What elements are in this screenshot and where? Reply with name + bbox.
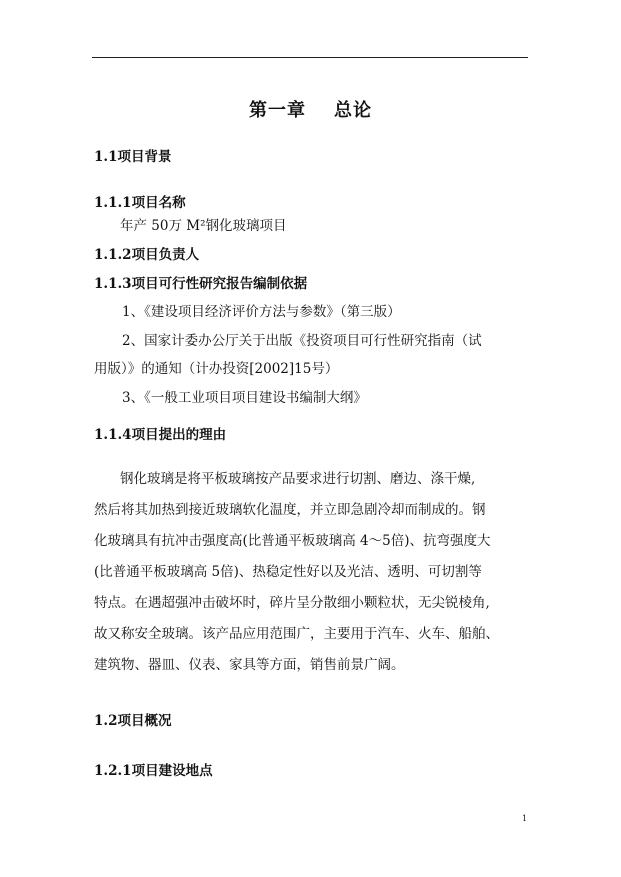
reason-line: 故又称安全玻璃。该产品应用范围广，主要用于汽车、火车、船舶、 bbox=[94, 626, 499, 642]
reason-line: (比普通平板玻璃高 5倍)、热稳定性好以及光洁、透明、可切割等 bbox=[94, 564, 482, 580]
section-1-1-4-heading: 1.1.4项目提出的理由 bbox=[94, 427, 227, 443]
section-1-1-heading: 1.1项目背景 bbox=[94, 149, 172, 165]
reason-line: 然后将其加热到接近玻璃软化温度，并立即急剧冷却而制成的。钢 bbox=[94, 502, 486, 518]
basis-item-2-line-2: 用版）》的通知（计办投资[2002]15号） bbox=[94, 361, 339, 377]
chapter-number: 第一章 bbox=[249, 100, 306, 121]
basis-item-3: 3、《一般工业项目项目建设书编制大纲》 bbox=[122, 390, 367, 406]
page-number: 1 bbox=[522, 814, 528, 823]
project-name-text: 年产 50万 M²钢化玻璃项目 bbox=[120, 218, 287, 234]
reason-line: 钢化玻璃是将平板玻璃按产品要求进行切割、磨边、涤干燥, bbox=[120, 471, 476, 487]
section-1-2-heading: 1.2项目概况 bbox=[94, 713, 172, 729]
basis-item-1: 1、《建设项目经济评价方法与参数》（第三版） bbox=[122, 304, 401, 320]
section-1-2-1-heading: 1.2.1项目建设地点 bbox=[94, 763, 213, 779]
basis-item-2-line-1: 2、国家计委办公厅关于出版《投资项目可行性研究指南（试 bbox=[122, 333, 482, 349]
section-1-1-2-heading: 1.1.2项目负责人 bbox=[94, 247, 200, 263]
reason-line: 特点。在遇超强冲击破坏时，碎片呈分散细小颗粒状，无尖锐棱角, bbox=[94, 595, 490, 611]
reason-line: 建筑物、器皿、仪表、家具等方面，销售前景广阔。 bbox=[94, 657, 405, 673]
section-1-1-3-heading: 1.1.3项目可行性研究报告编制依据 bbox=[94, 276, 308, 292]
section-1-1-1-heading: 1.1.1项目名称 bbox=[94, 195, 186, 211]
reason-paragraph bbox=[94, 464, 522, 681]
reason-line: 化玻璃具有抗冲击强度高(比普通平板玻璃高 4～5倍)、抗弯强度大 bbox=[94, 533, 491, 549]
chapter-name: 总论 bbox=[334, 100, 372, 121]
header-rule bbox=[92, 57, 528, 58]
chapter-title bbox=[0, 96, 621, 122]
